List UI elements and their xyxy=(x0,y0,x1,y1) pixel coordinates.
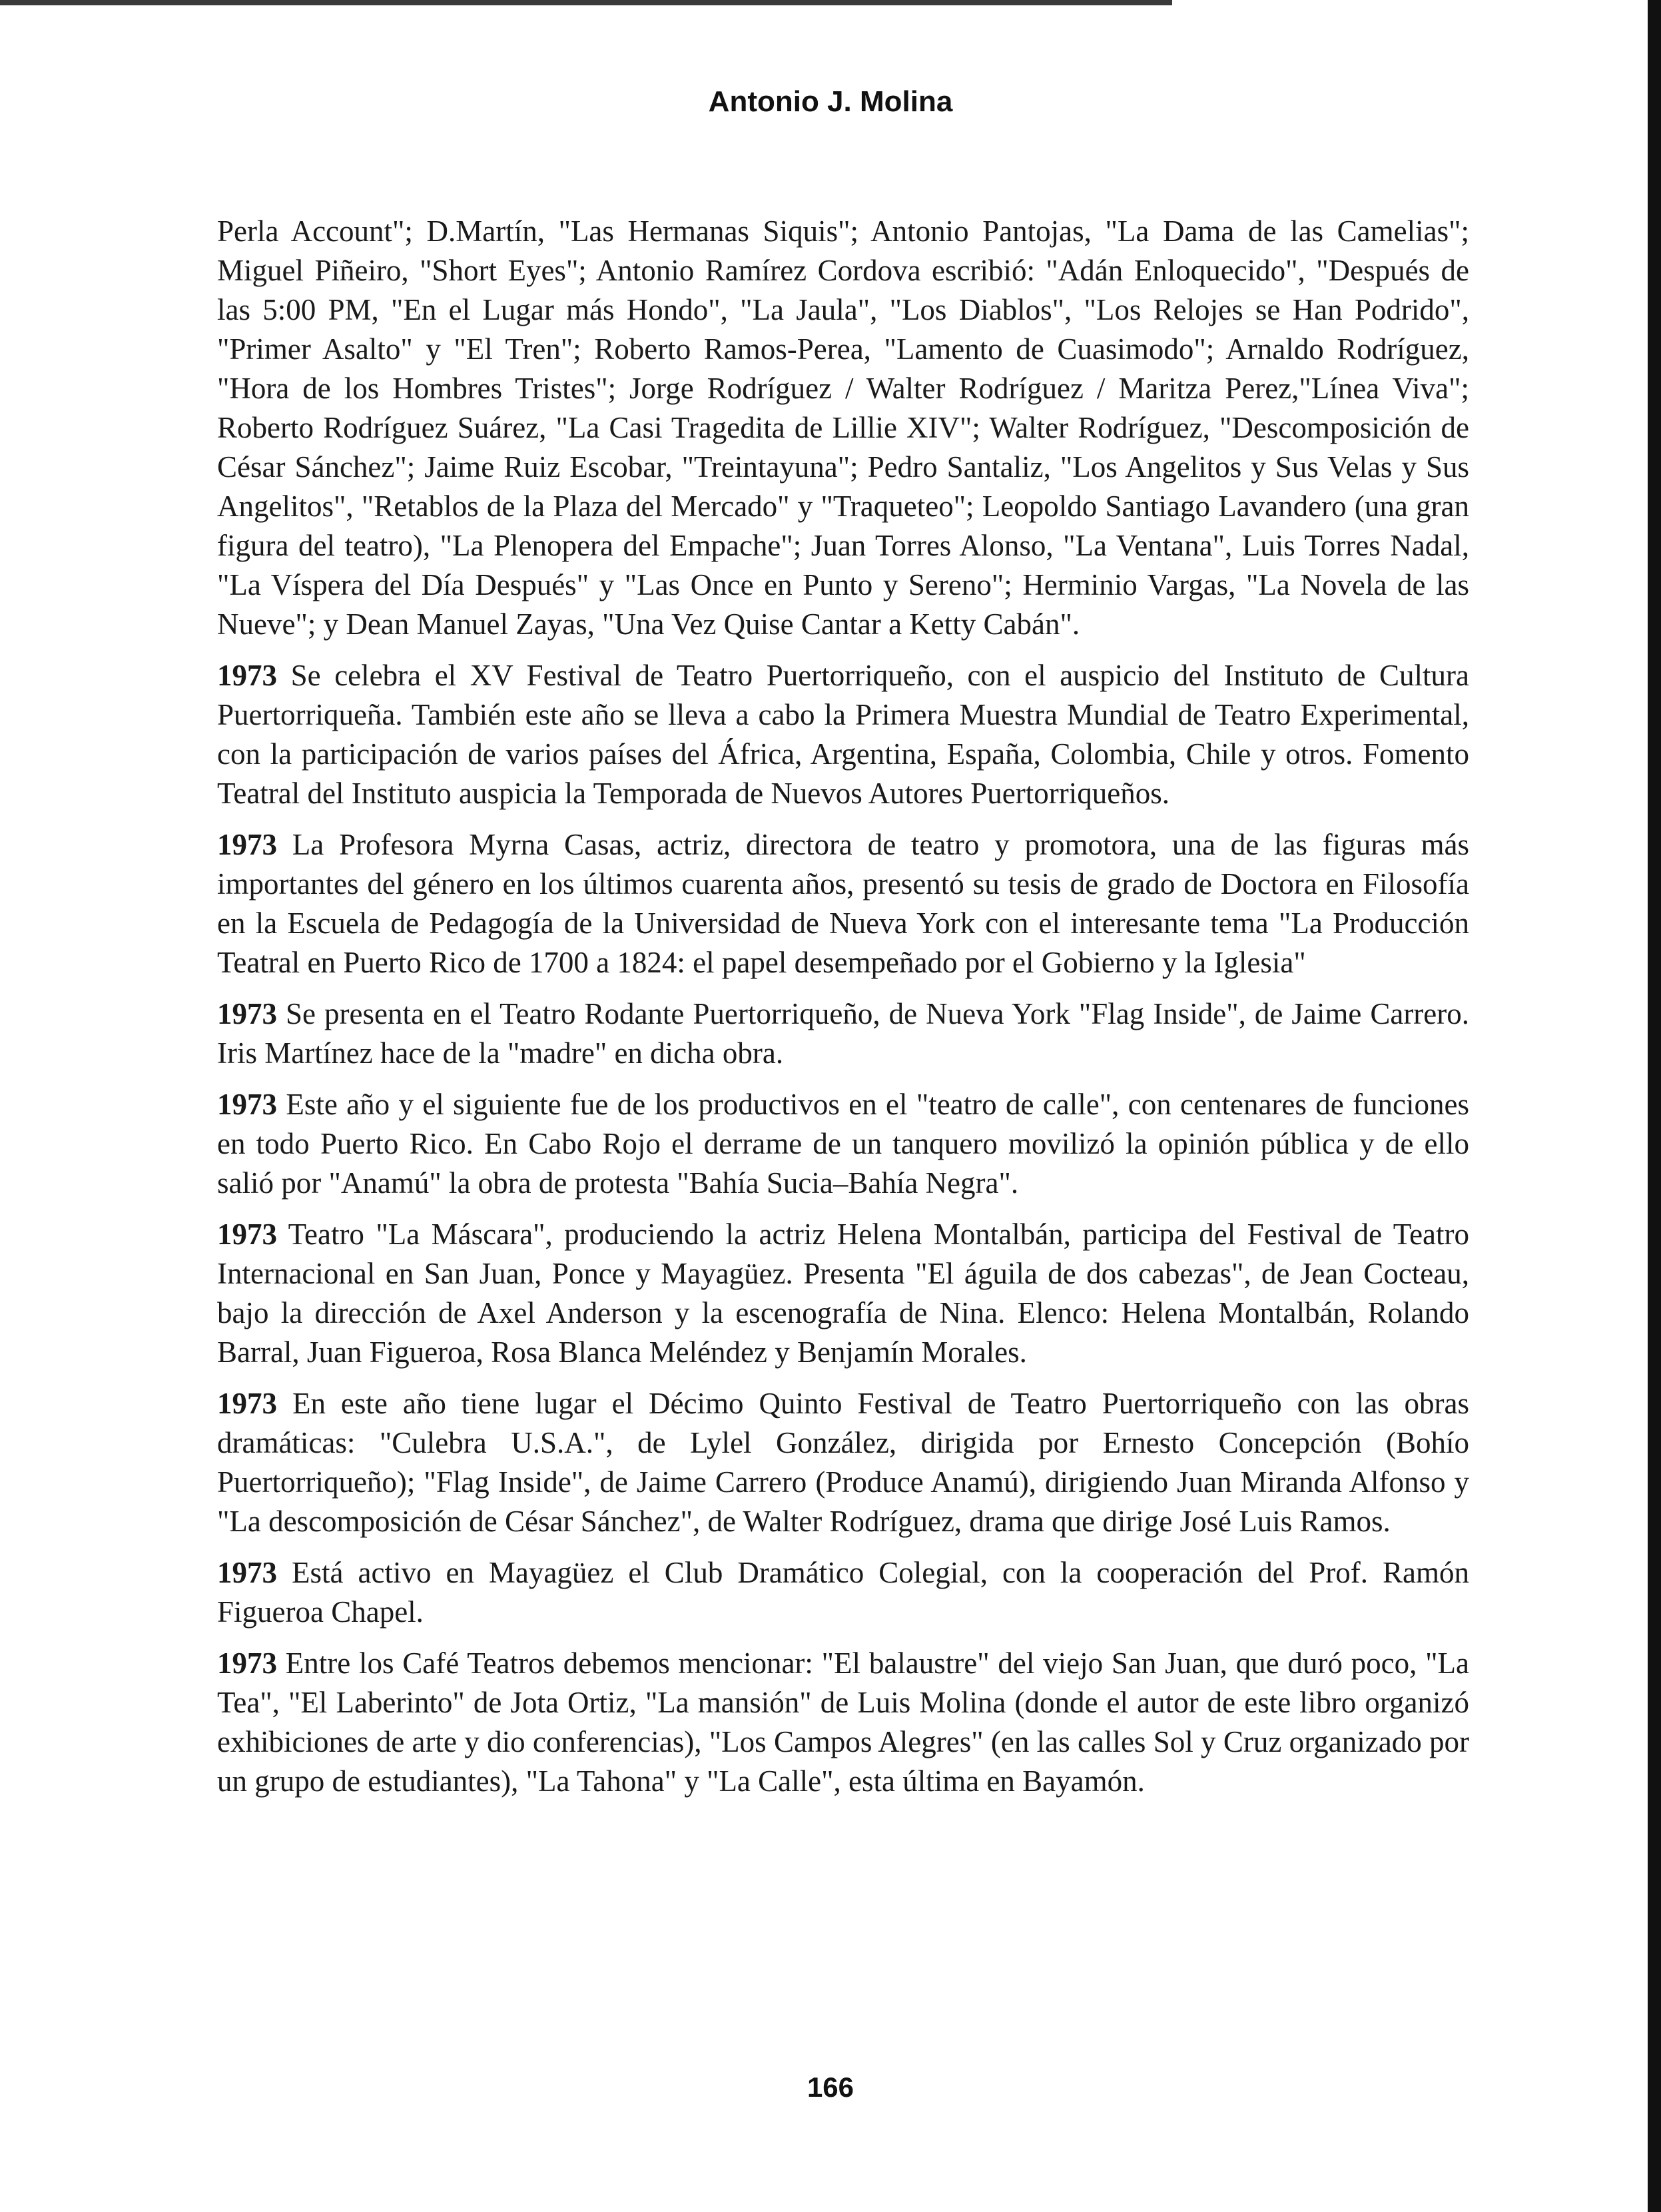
entry-year: 1973 xyxy=(217,1556,277,1589)
entry-year: 1973 xyxy=(217,1218,277,1251)
entry-text: Este año y el siguiente fue de los productivos en el "teatro de calle", con centenares de funciones en todo Puerto Rico. En Cabo Rojo el derrame de un tanquero movilizó la opinión pública y de ello salió por "Anamú" la obra de protesta "Bahía Sucia–Bahía Negra". xyxy=(217,1088,1469,1200)
entry-text: Se presenta en el Teatro Rodante Puertorriqueño, de Nueva York "Flag Inside", de Jaime Carrero. Iris Martínez hace de la "madre" en dicha obra. xyxy=(217,997,1469,1070)
entry-year: 1973 xyxy=(217,997,277,1030)
page-number: 166 xyxy=(807,2071,854,2103)
entry-text: En este año tiene lugar el Décimo Quinto Festival de Teatro Puertorriqueño con las obras dramáticas: "Culebra U.S.A.", de Lylel González, dirigida por Ernesto Concepción (Bohío Puertorriqueño); "Flag Inside", de Jaime Carrero (Produce Anamú), dirigiendo Juan Miranda Alfonso y "La descomposición de César Sánchez", de Walter Rodríguez, drama que dirige José Luis Ramos. xyxy=(217,1387,1470,1538)
entry-year: 1973 xyxy=(217,1647,277,1680)
page-header-author: Antonio J. Molina xyxy=(708,85,953,118)
chronology-entry xyxy=(217,825,1469,982)
entry-text: Entre los Café Teatros debemos mencionar: "El balaustre" del viejo San Juan, que duró poco, "La Tea", "El Laberinto" de Jota Ortiz, "La mansión" de Luis Molina (donde el autor de este libro organizó exhibiciones de arte y dio conferencias), "Los Campos Alegres" (en las calles Sol y Cruz organizado por un grupo de estudiantes), "La Tahona" y "La Calle", esta última en Bayamón. xyxy=(217,1647,1469,1798)
entry-year: 1973 xyxy=(217,659,277,692)
chronology-entry xyxy=(217,994,1469,1073)
chronology-entry xyxy=(217,656,1469,813)
chronology-entry xyxy=(217,1215,1469,1372)
body-text xyxy=(217,212,1469,1801)
entry-text: Se celebra el XV Festival de Teatro Puertorriqueño, con el auspicio del Instituto de Cultura Puertorriqueña. También este año se lleva a cabo la Primera Muestra Mundial de Teatro Experimental, con la participación de varios países del África, Argentina, España, Colombia, Chile y otros. Fomento Teatral del Instituto auspicia la Temporada de Nuevos Autores Puertorriqueños. xyxy=(217,659,1469,810)
top-rule xyxy=(0,0,1172,5)
entry-year: 1973 xyxy=(217,828,277,861)
chronology-entry xyxy=(217,1644,1469,1801)
chronology-entry xyxy=(217,1384,1469,1541)
entry-text: Está activo en Mayagüez el Club Dramático Colegial, con la cooperación del Prof. Ramón Figueroa Chapel. xyxy=(217,1556,1470,1629)
entry-year: 1973 xyxy=(217,1088,277,1121)
chronology-entry xyxy=(217,1553,1469,1632)
chronology-entry xyxy=(217,1085,1469,1203)
scan-edge-bar xyxy=(1648,0,1661,2212)
entry-year: 1973 xyxy=(217,1387,277,1420)
entry-text: Teatro "La Máscara", produciendo la actriz Helena Montalbán, participa del Festival de Teatro Internacional en San Juan, Ponce y Mayagüez. Presenta "El águila de dos cabezas", de Jean Cocteau, bajo la dirección de Axel Anderson y la escenografía de Nina. Elenco: Helena Montalbán, Rolando Barral, Juan Figueroa, Rosa Blanca Meléndez y Benjamín Morales. xyxy=(217,1218,1470,1369)
intro-paragraph: Perla Account"; D.Martín, "Las Hermanas Siquis"; Antonio Pantojas, "La Dama de las Camelias"; Miguel Piñeiro, "Short Eyes"; Antonio Ramírez Cordova escribió: "Adán Enloquecido", "Después de las 5:00 PM, "En el Lugar más Hondo", "La Jaula", "Los Diablos", "Los Relojes se Han Podrido", "Primer Asalto" y "El Tren"; Roberto Ramos-Perea, "Lamento de Cuasimodo"; Arnaldo Rodríguez, "Hora de los Hombres Tristes"; Jorge Rodríguez / Walter Rodríguez / Maritza Perez,"Línea Viva"; Roberto Rodríguez Suárez, "La Casi Tragedita de Lillie XIV"; Walter Rodríguez, "Descomposición de César Sánchez"; Jaime Ruiz Escobar, "Treintayuna"; Pedro Santaliz, "Los Angelitos y Sus Velas y Sus Angelitos", "Retablos de la Plaza del Mercado" y "Traqueteo"; Leopoldo Santiago Lavandero (una gran figura del teatro), "La Plenopera del Empache"; Juan Torres Alonso, "La Ventana", Luis Torres Nadal, "La Víspera del Día Después" y "Las Once en Punto y Sereno"; Herminio Vargas, "La Novela de las Nueve"; y Dean Manuel Zayas, "Una Vez Quise Cantar a Ketty Cabán". xyxy=(217,214,1469,641)
entry-text: La Profesora Myrna Casas, actriz, directora de teatro y promotora, una de las figuras más importantes del género en los últimos cuarenta años, presentó su tesis de grado de Doctora en Filosofía en la Escuela de Pedagogía de la Universidad de Nueva York con el interesante tema "La Producción Teatral en Puerto Rico de 1700 a 1824: el papel desempeñado por el Gobierno y la Iglesia" xyxy=(217,828,1470,979)
